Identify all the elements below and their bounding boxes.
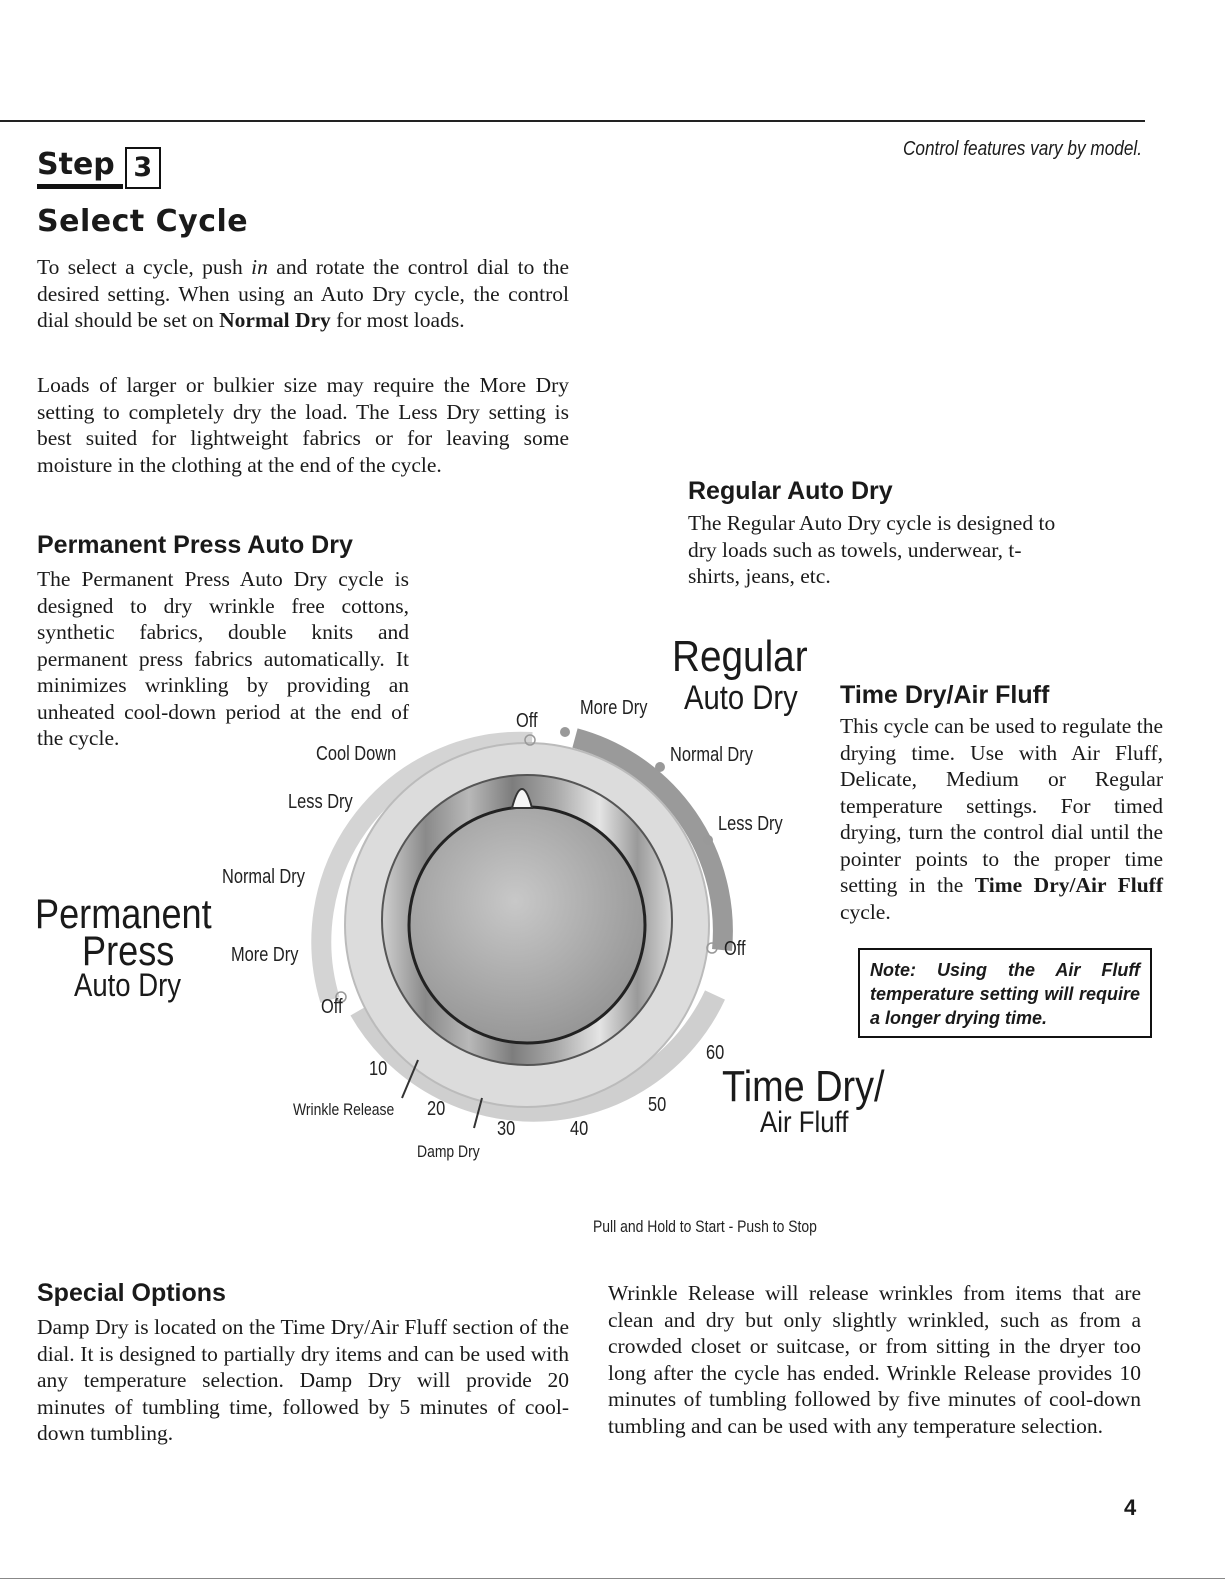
page-number: 4 [1124,1495,1137,1520]
time-dry-text: This cycle can be used to regulate the drying time. Use with Air Fluff, Delicate, Medium or Regular temperature settings. For timed drying, turn the control dial until the pointer points to the proper time setting in the Time Dry/Air Fluff cycle. [840,714,1163,924]
dial-time-title: Time Dry/ [722,1062,885,1111]
dial-label-10: 10 [369,1058,388,1080]
perm-press-text: The Permanent Press Auto Dry cycle is designed to dry wrinkle free cottons, synthetic fabrics, double knits and permanent press fabrics automatically. It minimizes wrinkling by providing an unheated cool-down period at the end of the cycle. [37,567,409,750]
special-options-heading: Special Options [37,1279,226,1307]
dial-label-40: 40 [570,1118,589,1140]
bottom-rule [0,1578,1225,1579]
special-options-damp-dry-text: Damp Dry is located on the Time Dry/Air Fluff section of the dial. It is designed to partially dry items and can be used with any temperature selection. Damp Dry will provide 20 minutes of tumbling time, followed by 5 minutes of cool-down tumbling. [37,1315,569,1445]
dial-label-off-top: Off [516,710,538,732]
dial-label-30: 30 [497,1118,516,1140]
step-number-box: 3 [125,147,161,189]
page-title: Select Cycle [37,204,249,239]
dial-label-less-dry-perm: Less Dry [288,791,353,813]
note-text: Using the Air Fluff temperature setting will require a longer drying time. [870,960,1140,1028]
dial-knob-face [409,807,645,1043]
dial-label-20: 20 [427,1098,446,1120]
regular-heading: Regular Auto Dry [688,477,893,505]
dial-perm-title-1: Permanent [35,890,212,937]
dial-regular-title: Regular [672,632,808,681]
dial-label-off-left: Off [321,996,343,1018]
time-dry-heading: Time Dry/Air Fluff [840,681,1050,709]
intro-paragraph-2: Loads of larger or bulkier size may require the More Dry setting to completely dry the load. The Less Dry setting is best suited for lightweight fabrics or for leaving some moisture in the clothing at the end of the cycle. [37,373,569,477]
dial-label-normal-dry-perm: Normal Dry [222,866,305,888]
dial-label-more-dry-perm: More Dry [231,944,299,966]
dial-label-wrinkle-release: Wrinkle Release [293,1100,395,1119]
dial-caption: Pull and Hold to Start - Push to Stop [593,1217,817,1236]
perm-press-heading: Permanent Press Auto Dry [37,531,353,559]
dial-perm-subtitle: Auto Dry [74,967,182,1003]
intro-paragraph-1: To select a cycle, push in and rotate the control dial to the desired setting. When using an Auto Dry cycle, the control dial should be set on Normal Dry for most loads. [37,255,569,332]
dial-label-50: 50 [648,1094,667,1116]
dial-perm-title-2: Press [82,927,175,974]
dial-label-cool-down: Cool Down [316,743,397,765]
special-options-wrinkle-text: Wrinkle Release will release wrinkles from items that are clean and dry but only slightly wrinkled, such as from a crowded closet or suitcase, or from sitting in the dryer too long after the cycle has ended. Wrinkle Release provides 10 minutes of tumbling followed by five minutes of cool-down tumbling and can be used with any temperature selection. [608,1281,1141,1438]
dial-label-60: 60 [706,1042,725,1064]
dial-time-subtitle: Air Fluff [760,1106,849,1139]
dial-label-normal-dry-regular: Normal Dry [670,744,753,766]
step-word: Step [37,146,123,189]
dial-label-more-dry-regular: More Dry [580,697,648,719]
dial-label-off-right: Off [724,938,746,960]
dial-label-damp-dry: Damp Dry [417,1142,480,1161]
model-note: Control features vary by model. [903,138,1142,160]
dial-label-less-dry-regular: Less Dry [718,813,783,835]
dial-regular-subtitle: Auto Dry [684,679,798,717]
note-label: Note: [870,960,916,980]
regular-text: The Regular Auto Dry cycle is designed to dry loads such as towels, underwear, t-shirts, jeans, etc. [688,511,1056,588]
